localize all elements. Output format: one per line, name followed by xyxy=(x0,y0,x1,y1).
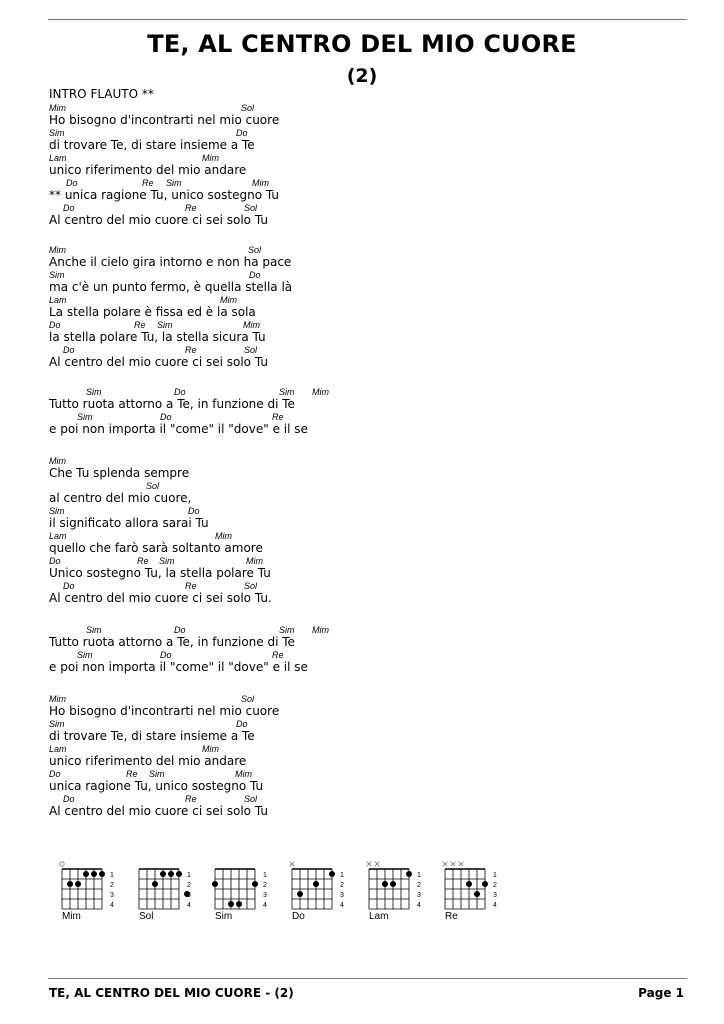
chord: Lam xyxy=(49,744,67,754)
lyric-line: di trovare Te, di stare insieme a Te xyxy=(49,729,255,743)
open-string-marker xyxy=(60,862,64,866)
song-title: TE, AL CENTRO DEL MIO CUORE xyxy=(147,30,577,58)
chord: Do xyxy=(63,203,75,213)
song-subtitle: (2) xyxy=(346,65,378,87)
muted-string-marker xyxy=(290,862,294,866)
lyric-line: unico riferimento del mio andare xyxy=(49,163,247,177)
finger-dot xyxy=(160,871,166,877)
lyric-line: ma c'è un punto fermo, è quella stella là xyxy=(49,280,293,294)
chord: Do xyxy=(174,625,186,635)
lyric-line: unica ragione Tu, unico sostegno Tu xyxy=(49,779,264,793)
chord: Sim xyxy=(49,719,65,729)
chord-diagram-label: Sol xyxy=(139,911,154,922)
fret-number: 2 xyxy=(493,882,497,889)
chord: Mim xyxy=(220,295,237,305)
chord: Re xyxy=(185,794,197,804)
chord: Do xyxy=(236,719,248,729)
muted-string-marker xyxy=(459,862,463,866)
chord: Re xyxy=(134,320,146,330)
fret-number: 2 xyxy=(417,882,421,889)
chord-diagram-do xyxy=(280,858,360,928)
finger-dot xyxy=(252,881,258,887)
chord: Do xyxy=(236,128,248,138)
fretboard xyxy=(280,858,360,910)
fret-number: 1 xyxy=(110,872,114,879)
lyric-line: Al centro del mio cuore ci sei solo Tu. xyxy=(49,591,272,605)
chord: Sim xyxy=(86,387,102,397)
fret-number: 2 xyxy=(263,882,267,889)
fret-number: 3 xyxy=(263,892,267,899)
chord: Re xyxy=(272,650,284,660)
fret-number: 3 xyxy=(187,892,191,899)
chord: Mim xyxy=(49,103,66,113)
verse xyxy=(49,693,689,818)
finger-dot xyxy=(390,881,396,887)
chord: Mim xyxy=(246,556,263,566)
chord: Mim xyxy=(215,531,232,541)
chord: Lam xyxy=(49,153,67,163)
chord-diagram-re xyxy=(433,858,513,928)
finger-dot xyxy=(212,881,218,887)
chord: Sol xyxy=(248,245,262,255)
chord-diagram-label: Do xyxy=(292,911,305,922)
chord: Lam xyxy=(49,295,67,305)
footer-title: TE, AL CENTRO DEL MIO CUORE - (2) xyxy=(49,986,294,1000)
lyric-line: Tutto ruota attorno a Te, in funzione di Te xyxy=(49,397,295,411)
chord: Re xyxy=(142,178,154,188)
finger-dot xyxy=(91,871,97,877)
chord: Do xyxy=(63,581,75,591)
muted-string-marker xyxy=(443,862,447,866)
chord: Mim xyxy=(202,744,219,754)
chord: Sim xyxy=(49,128,65,138)
chord: Mim xyxy=(312,387,329,397)
chord: Sim xyxy=(159,556,175,566)
lyric-line: Anche il cielo gira intorno e non ha pace xyxy=(49,255,292,269)
lyric-line: La stella polare è fissa ed è la sola xyxy=(49,305,256,319)
fretboard xyxy=(127,858,207,910)
fretboard xyxy=(433,858,513,910)
chord: Do xyxy=(249,270,261,280)
chord: Sim xyxy=(86,625,102,635)
finger-dot xyxy=(99,871,105,877)
fretboard xyxy=(50,858,130,910)
finger-dot xyxy=(329,871,335,877)
lyric-line: ** unica ragione Tu, unico sostegno Tu xyxy=(49,188,279,202)
chord-diagram-lam xyxy=(357,858,437,928)
lyric-line: al centro del mio cuore, xyxy=(49,491,192,505)
top-rule xyxy=(48,19,687,20)
chord: Sim xyxy=(157,320,173,330)
chord-diagram-label: Lam xyxy=(369,911,389,922)
fret-number: 3 xyxy=(417,892,421,899)
fretboard xyxy=(357,858,437,910)
lyric-line: Che Tu splenda sempre xyxy=(49,466,190,480)
lyric-line: Al centro del mio cuore ci sei solo Tu xyxy=(49,213,268,227)
lyric-line: di trovare Te, di stare insieme a Te xyxy=(49,138,255,152)
fret-number: 2 xyxy=(110,882,114,889)
fret-number: 1 xyxy=(263,872,267,879)
chord-diagram-label: Re xyxy=(445,911,458,922)
fret-number: 2 xyxy=(340,882,344,889)
chord-diagram-label: Sim xyxy=(215,911,233,922)
chord: Sol xyxy=(244,794,258,804)
chord: Mim xyxy=(312,625,329,635)
chord: Sim xyxy=(279,387,295,397)
finger-dot xyxy=(474,891,480,897)
fretboard xyxy=(203,858,283,910)
chord: Sol xyxy=(244,345,258,355)
chord: Re xyxy=(126,769,138,779)
fret-number: 1 xyxy=(417,872,421,879)
fret-number: 1 xyxy=(187,872,191,879)
finger-dot xyxy=(228,901,234,907)
fret-number: 3 xyxy=(110,892,114,899)
chord: Mim xyxy=(49,456,66,466)
fret-number: 3 xyxy=(340,892,344,899)
lyric-line: il significato allora sarai Tu xyxy=(49,516,209,530)
chord: Re xyxy=(185,345,197,355)
finger-dot xyxy=(176,871,182,877)
intro-label: INTRO FLAUTO ** xyxy=(49,87,154,101)
muted-string-marker xyxy=(367,862,371,866)
chord: Sol xyxy=(241,694,255,704)
fret-number: 3 xyxy=(493,892,497,899)
lyric-line: e poi non importa il "come" il "dove" e il se xyxy=(49,660,308,674)
fret-number: 1 xyxy=(493,872,497,879)
chord: Do xyxy=(63,794,75,804)
muted-string-marker xyxy=(375,862,379,866)
verse xyxy=(49,244,689,369)
lyric-line: Unico sostegno Tu, la stella polare Tu xyxy=(49,566,271,580)
chord: Do xyxy=(160,650,172,660)
chord: Sim xyxy=(49,506,65,516)
chord: Mim xyxy=(49,694,66,704)
bottom-rule xyxy=(48,978,687,979)
fret-number: 4 xyxy=(340,902,344,909)
chord: Sol xyxy=(146,481,160,491)
verse xyxy=(49,455,689,605)
chord: Sim xyxy=(166,178,182,188)
finger-dot xyxy=(313,881,319,887)
chord: Lam xyxy=(49,531,67,541)
finger-dot xyxy=(152,881,158,887)
chord: Sim xyxy=(279,625,295,635)
chord: Sol xyxy=(244,581,258,591)
verse xyxy=(49,102,689,227)
lyric-line: Ho bisogno d'incontrarti nel mio cuore xyxy=(49,704,280,718)
lyric-line: Ho bisogno d'incontrarti nel mio cuore xyxy=(49,113,280,127)
chord: Re xyxy=(185,581,197,591)
lyric-line: Al centro del mio cuore ci sei solo Tu xyxy=(49,804,268,818)
chord: Mim xyxy=(243,320,260,330)
chord: Do xyxy=(49,556,61,566)
lyric-line: unico riferimento del mio andare xyxy=(49,754,247,768)
chord: Do xyxy=(160,412,172,422)
chorus xyxy=(49,624,689,674)
fret-number: 2 xyxy=(187,882,191,889)
chord: Do xyxy=(49,320,61,330)
fret-number: 1 xyxy=(340,872,344,879)
finger-dot xyxy=(168,871,174,877)
finger-dot xyxy=(466,881,472,887)
finger-dot xyxy=(83,871,89,877)
chord: Sol xyxy=(241,103,255,113)
chord: Re xyxy=(272,412,284,422)
lyric-line: Tutto ruota attorno a Te, in funzione di Te xyxy=(49,635,295,649)
fret-number: 4 xyxy=(263,902,267,909)
chord: Sim xyxy=(49,270,65,280)
chord: Mim xyxy=(235,769,252,779)
chord: Do xyxy=(174,387,186,397)
chorus xyxy=(49,386,689,436)
finger-dot xyxy=(236,901,242,907)
chord: Re xyxy=(137,556,149,566)
chord: Sim xyxy=(77,412,93,422)
finger-dot xyxy=(482,881,488,887)
finger-dot xyxy=(67,881,73,887)
finger-dot xyxy=(75,881,81,887)
fret-number: 4 xyxy=(110,902,114,909)
chord: Mim xyxy=(49,245,66,255)
chord-diagram-sol xyxy=(127,858,207,928)
chord-diagram-mim xyxy=(50,858,130,928)
chord: Sim xyxy=(77,650,93,660)
fret-number: 4 xyxy=(417,902,421,909)
chord-diagram-sim xyxy=(203,858,283,928)
chord: Do xyxy=(63,345,75,355)
chord-diagrams xyxy=(0,858,724,928)
chord: Mim xyxy=(252,178,269,188)
finger-dot xyxy=(406,871,412,877)
chord: Mim xyxy=(202,153,219,163)
page-number: Page 1 xyxy=(638,986,684,1000)
fret-number: 4 xyxy=(187,902,191,909)
fret-number: 4 xyxy=(493,902,497,909)
chord: Sim xyxy=(149,769,165,779)
chord: Sol xyxy=(244,203,258,213)
lyric-line: Al centro del mio cuore ci sei solo Tu xyxy=(49,355,268,369)
chord: Do xyxy=(66,178,78,188)
muted-string-marker xyxy=(451,862,455,866)
lyric-line: la stella polare Tu, la stella sicura Tu xyxy=(49,330,266,344)
chord-diagram-label: Mim xyxy=(62,911,81,922)
chord: Re xyxy=(185,203,197,213)
lyric-line: e poi non importa il "come" il "dove" e il se xyxy=(49,422,308,436)
finger-dot xyxy=(382,881,388,887)
chord: Do xyxy=(49,769,61,779)
finger-dot xyxy=(297,891,303,897)
chord: Do xyxy=(188,506,200,516)
song-body xyxy=(49,87,689,818)
lyric-line: quello che farò sarà soltanto amore xyxy=(49,541,263,555)
